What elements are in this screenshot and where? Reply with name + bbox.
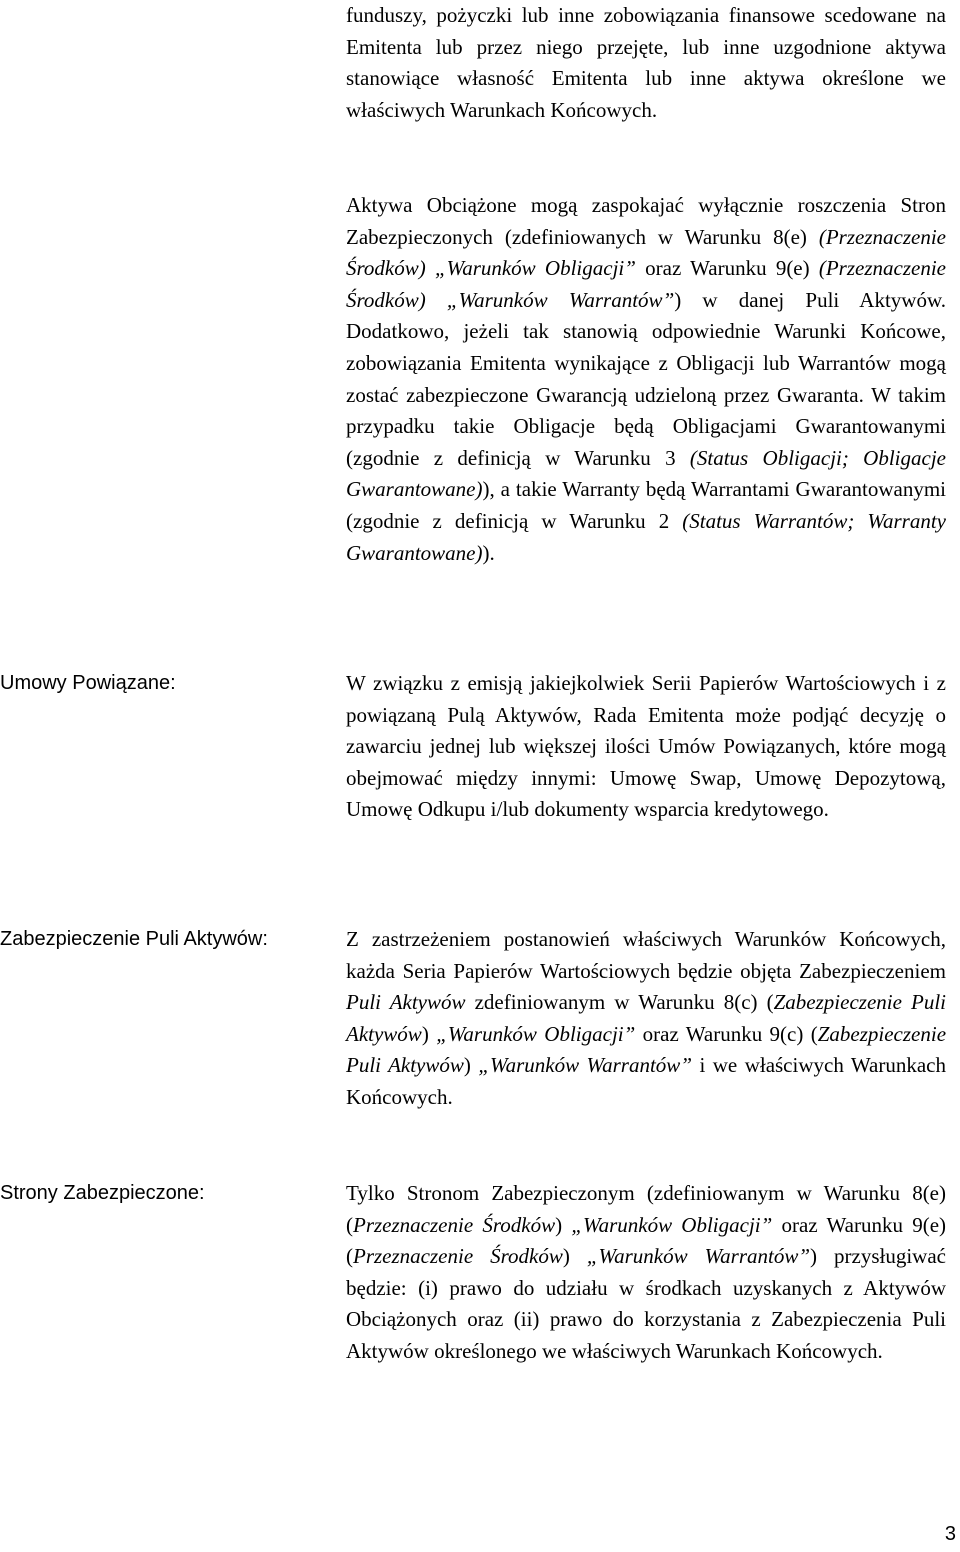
text-run: ). [482,540,495,565]
italic-run: „Warunków Obligacji” [436,1021,636,1046]
text-run: i we właściwych Warunkach Końcowych. [346,1053,947,1109]
paragraph-asset-pool-security [346,924,946,1114]
italic-run: (Status Warrantów; Warranty Gwarantowane) [346,508,946,565]
italic-run: Przeznaczenie Środków [353,1212,556,1237]
italic-run: (Status Obligacji; Obligacje Gwarantowane) [346,445,946,502]
text-run: oraz Warunku 9(c) ( [635,1021,818,1046]
italic-run: „Warunków Warrantów” [586,1244,811,1269]
italic-run: Zabezpieczenie Puli Aktywów [346,1021,947,1078]
italic-run: Przeznaczenie Środków [353,1244,563,1269]
text-run: ) [463,1053,479,1078]
section-label-related-agreements: Umowy Powiązane: [0,672,176,694]
text-run: ) [562,1244,587,1269]
text-run: ), a takie Warranty będą Warrantami Gwarantowanymi (zgodnie z definicją w Warunku 2 [346,477,946,533]
text-run: oraz Warunku 9(e) ( [346,1212,947,1269]
text-run: Aktywa Obciążone mogą zaspokajać wyłącznie roszczenia Stron Zabezpieczonych (zdefiniowanych w Warunku 8(e) [346,193,946,249]
paragraph-secured-parties [346,1178,946,1368]
italic-run: Puli Aktywów [346,990,466,1015]
italic-run: (Przeznaczenie Środków) „Warunków Warrantów” [346,256,946,312]
section-label-secured-parties: Strony Zabezpieczone: [0,1182,205,1204]
section-label-asset-pool-security: Zabezpieczenie Puli Aktywów: [0,928,268,950]
text-run: Tylko Stronom Zabezpieczonym (zdefiniowanym w Warunku 8(e) ( [346,1181,946,1237]
text-run: Z zastrzeżeniem postanowień właściwych Warunków Końcowych, każda Seria Papierów Wartościowych będzie objęta Zabezpieczeniem [346,927,946,983]
text-run: ) [421,1021,437,1046]
text-run: ) przysługiwać będzie: (i) prawo do udziału w środkach uzyskanych z Aktywów Obciążonych oraz (ii) prawo do korzystania z Zabezpieczenia Puli Aktywów określonego we właściwych Warunkach Końcowych. [346,1244,946,1363]
italic-run: (Przeznaczenie Środków) „Warunków Obligacji” [346,224,946,281]
text-run: oraz Warunku 9(e) [635,256,819,281]
text-run: zdefiniowanym w Warunku 8(c) ( [465,990,774,1015]
text-run: ) [555,1212,572,1237]
paragraph-assets-continuation [346,0,946,126]
italic-run: Zabezpieczenie Puli Aktywów [346,990,947,1046]
paragraph-related-agreements [346,668,946,826]
paragraph-encumbered-assets [346,190,946,569]
text-run: ) w danej Puli Aktywów. Dodatkowo, jeżeli tak stanowią odpowiednie Warunki Końcowe, zobowiązania Emitenta wynikające z Obligacji lub Warrantów mogą zostać zabezpieczone Gwarancją udzieloną przez Gwaranta. W takim przypadku takie Obligacje będą Obligacjami Gwarantowanymi (zgodnie z definicją w Warunku 3 [346,287,946,470]
paragraph-text: funduszy, pożyczki lub inne zobowiązania finansowe scedowane na Emitenta lub przez niego przejęte, lub inne uzgodnione aktywa stanowiące własność Emitenta lub inne aktywa określone we właściwych Warunkach Końcowych. [346,3,946,122]
paragraph-text: W związku z emisją jakiejkolwiek Serii Papierów Wartościowych i z powiązaną Pulą Aktywów, Rada Emitenta może podjąć decyzję o zawarciu jednej lub większej ilości Umów Powiązanych, które mogą obejmować między innymi: Umowę Swap, Umowę Depozytową, Umowę Odkupu i/lub dokumenty wsparcia kredytowego. [346,671,946,822]
page-number: 3 [944,1523,956,1545]
italic-run: „Warunków Warrantów” [478,1053,692,1078]
italic-run: „Warunków Obligacji” [571,1212,773,1237]
